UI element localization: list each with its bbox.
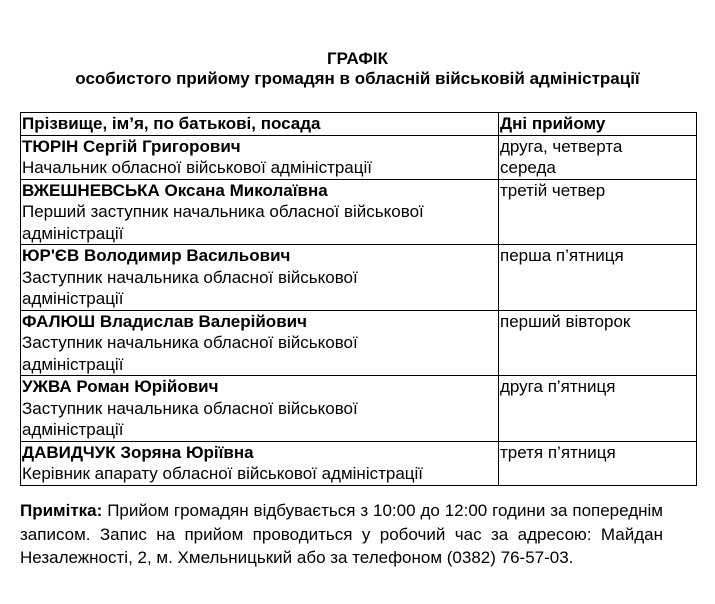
note-label: Примітка: bbox=[20, 501, 103, 520]
reception-days: перший вівторок bbox=[500, 311, 631, 331]
name-position-cell bbox=[21, 245, 499, 311]
person-name: ФАЛЮШ Владислав Валерійович bbox=[22, 311, 307, 331]
reception-days-cell bbox=[499, 179, 697, 245]
reception-days: перша п’ятниця bbox=[500, 246, 624, 265]
note-paragraph bbox=[20, 499, 663, 570]
column-header-name-position: Прізвище, ім’я, по батькові, посада bbox=[21, 113, 499, 136]
person-position: Заступник начальника обласної військової адміністрації bbox=[22, 267, 358, 308]
person-name: ЮР'ЄВ Володимир Васильович bbox=[22, 246, 291, 265]
table-row bbox=[21, 441, 697, 485]
person-position: Заступник начальника обласної військової адміністрації bbox=[22, 333, 358, 374]
reception-days-cell bbox=[499, 310, 697, 376]
reception-days: третя п’ятниця bbox=[500, 442, 616, 462]
person-position: Начальник обласної військової адміністрації bbox=[22, 158, 373, 177]
reception-days: друга п’ятниця bbox=[500, 377, 616, 396]
reception-days-cell bbox=[499, 376, 697, 442]
person-name: ВЖЕШНЕВСЬКА Оксана Миколаївна bbox=[22, 180, 328, 200]
person-name: ТЮРІН Сергій Григорович bbox=[22, 136, 241, 156]
table-row bbox=[21, 310, 697, 376]
document-title: ГРАФІК bbox=[327, 49, 388, 68]
table-row bbox=[21, 376, 697, 442]
table-row bbox=[21, 245, 697, 311]
name-position-cell bbox=[21, 179, 499, 245]
person-position: Заступник начальника обласної військової адміністрації bbox=[22, 398, 358, 439]
reception-days: друга, четверта середа bbox=[500, 136, 623, 177]
name-position-cell bbox=[21, 441, 499, 485]
person-name: УЖВА Роман Юрійович bbox=[22, 377, 219, 396]
person-position: Керівник апарату обласної військової адміністрації bbox=[22, 464, 424, 483]
reception-days-cell bbox=[499, 441, 697, 485]
note-text: Прийом громадян відбувається з 10:00 до 12:00 години за попереднім записом. Запис на прийом проводиться у робочий час за адресою: Майдан Незалежності, 2, м. Хмельницький або за телефоном (0382) 76-57-03. bbox=[20, 501, 663, 567]
column-header-reception-days: Дні прийому bbox=[499, 113, 697, 136]
table-row bbox=[21, 135, 697, 179]
name-position-cell bbox=[21, 376, 499, 442]
person-position: Перший заступник начальника обласної військової адміністрації bbox=[22, 202, 424, 243]
name-position-cell bbox=[21, 135, 499, 179]
reception-schedule-table bbox=[20, 112, 697, 486]
table-header-row bbox=[21, 113, 697, 136]
reception-days-cell bbox=[499, 245, 697, 311]
name-position-cell bbox=[21, 310, 499, 376]
document-subtitle: особистого прийому громадян в обласній військовій адміністрації bbox=[75, 69, 640, 88]
person-name: ДАВИДЧУК Зоряна Юріївна bbox=[22, 442, 254, 462]
reception-days: третій четвер bbox=[500, 180, 606, 200]
table-row bbox=[21, 179, 697, 245]
reception-days-cell bbox=[499, 135, 697, 179]
